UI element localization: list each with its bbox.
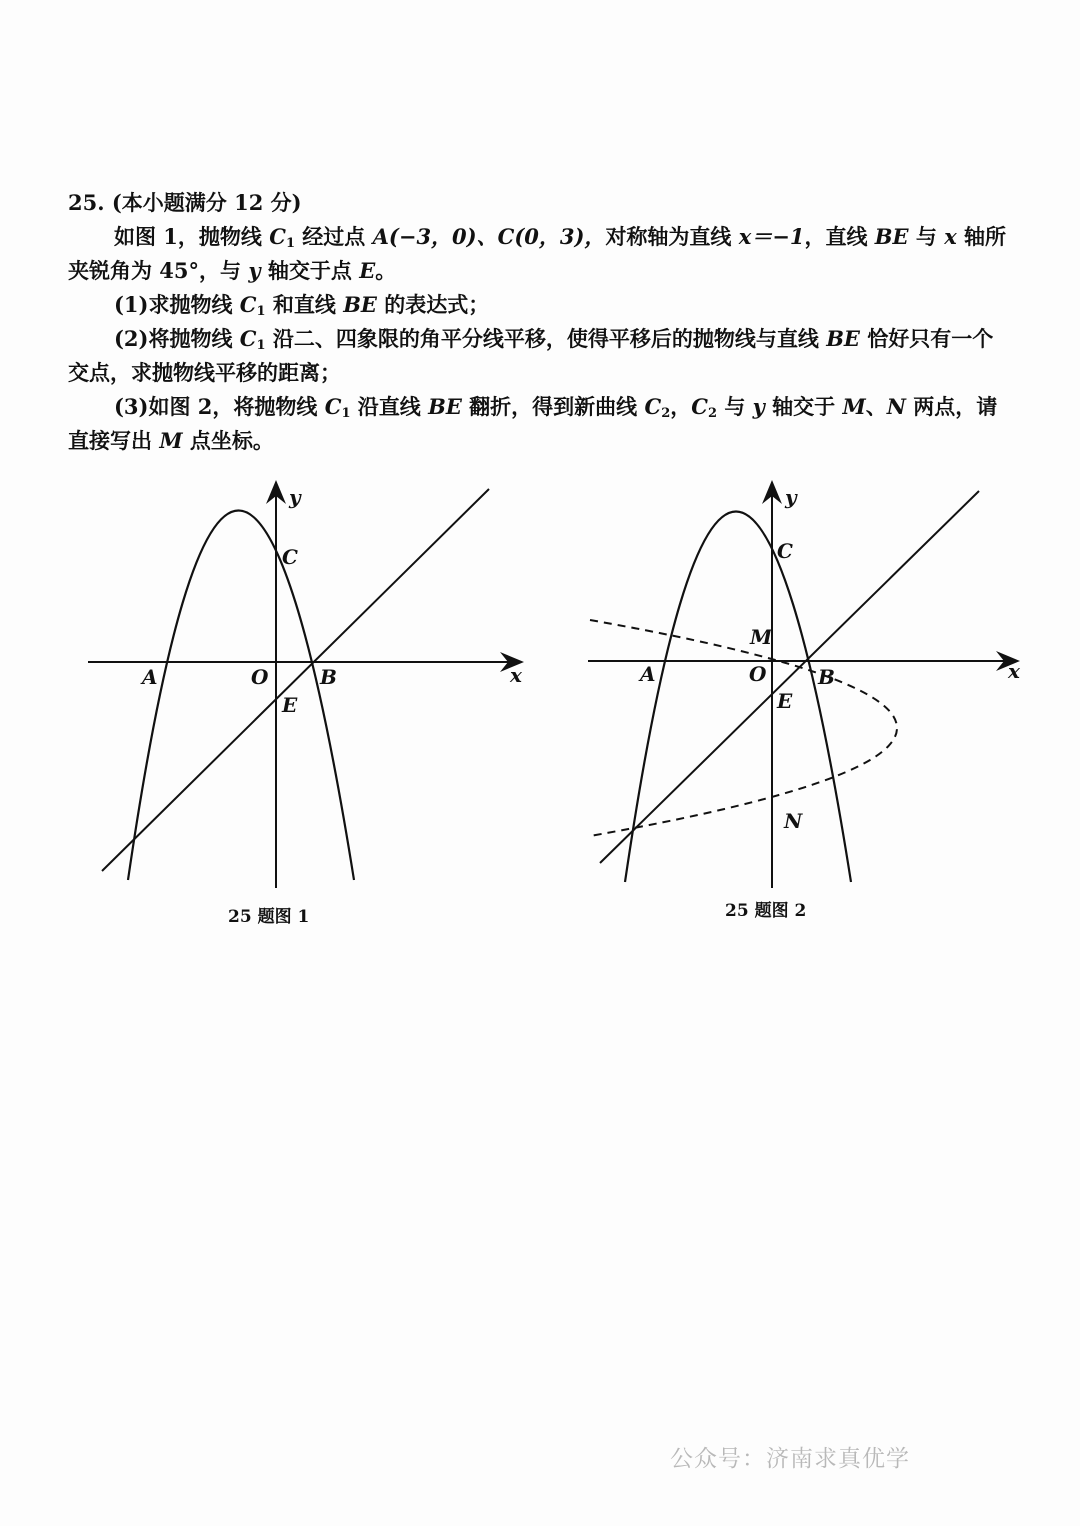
figure-1 xyxy=(80,478,530,898)
intro-text: 轴所夹锐角为 45°，与 xyxy=(68,224,1007,283)
x-symbol: x xyxy=(944,224,957,249)
intro-text: ，直线 xyxy=(804,224,875,249)
intro-text: 轴交于点 xyxy=(260,258,360,283)
label-y: y xyxy=(785,485,797,509)
label-o: O xyxy=(749,662,767,686)
problem-intro xyxy=(68,220,1008,288)
c2-subscript: 2 xyxy=(707,406,718,421)
q3-text: 、 xyxy=(865,394,887,419)
c1-subscript: 1 xyxy=(256,304,266,319)
y-symbol: y xyxy=(248,258,261,283)
label-b: B xyxy=(320,665,337,689)
q2-text: (2)将抛物线 xyxy=(114,326,240,351)
c2-symbol: C xyxy=(691,394,708,419)
c2-symbol: C xyxy=(644,394,662,419)
intro-text: 。 xyxy=(375,258,397,283)
label-c: C xyxy=(777,539,793,563)
line-be-text: BE xyxy=(874,224,909,249)
score-note: (本小题满分 12 分) xyxy=(111,190,302,215)
intro-text: 如图 1，抛物线 xyxy=(114,224,270,249)
label-e: E xyxy=(777,689,793,713)
q1-text: 和直线 xyxy=(265,292,344,317)
problem-header xyxy=(68,186,1008,220)
parabola-c1 xyxy=(625,512,851,883)
q1-text: 的表达式； xyxy=(376,292,490,317)
q3-text: ， xyxy=(670,394,692,419)
problem-number: 25. xyxy=(68,190,105,215)
q1-text: (1)求抛物线 xyxy=(114,292,240,317)
intro-text: 经过点 xyxy=(295,224,373,249)
q3-text: 翻折，得到新曲线 xyxy=(461,394,645,419)
q3-text: 轴交于 xyxy=(764,394,843,419)
axis-equation: x＝−1 xyxy=(738,224,805,249)
parabola-c1 xyxy=(128,511,354,881)
line-be-text: BE xyxy=(428,394,462,419)
c1-subscript: 1 xyxy=(256,338,266,353)
curve-c2 xyxy=(590,620,897,836)
c1-symbol: C xyxy=(324,394,342,419)
label-x: x xyxy=(510,663,522,687)
label-m: M xyxy=(750,625,773,649)
problem-text xyxy=(68,186,1008,458)
c1-subscript: 1 xyxy=(341,406,351,421)
figure-2-caption: 25 题图 2 xyxy=(725,901,807,921)
label-b: B xyxy=(818,665,835,689)
question-3 xyxy=(68,390,1008,458)
label-x: x xyxy=(1008,659,1020,683)
q2-text: 沿二、四象限的角平分线平移，使得平移后的抛物线与直线 xyxy=(265,326,827,351)
q3-text: (3)如图 2，将抛物线 xyxy=(114,394,325,419)
c1-symbol: C xyxy=(239,292,257,317)
label-a: A xyxy=(142,665,158,689)
line-be-text: BE xyxy=(343,292,377,317)
question-2 xyxy=(68,322,1008,390)
q3-text: 点坐标。 xyxy=(182,428,274,453)
watermark: 公众号：济南求真优学 xyxy=(670,1446,910,1472)
label-c: C xyxy=(282,545,298,569)
figure-1-diagram xyxy=(80,478,530,898)
label-a: A xyxy=(640,662,656,686)
label-y: y xyxy=(289,485,301,509)
intro-text: 与 xyxy=(908,224,945,249)
point-n-text: N xyxy=(886,394,906,419)
q3-text: 沿直线 xyxy=(350,394,429,419)
q3-text: 与 xyxy=(717,394,753,419)
c1-symbol: C xyxy=(239,326,257,351)
c2-subscript: 2 xyxy=(661,406,671,421)
point-m-text: M xyxy=(842,394,866,419)
point-e-text: E xyxy=(359,258,376,283)
q2-text: 恰好只有一个交点，求抛物线平移的距离； xyxy=(68,326,994,385)
question-1 xyxy=(68,288,1008,322)
point-c-text: C(0，3)， xyxy=(497,224,606,249)
intro-text: 对称轴为直线 xyxy=(605,224,739,249)
figure-2-diagram xyxy=(580,478,1030,898)
point-m-text: M xyxy=(159,428,183,453)
figure-1-caption: 25 题图 1 xyxy=(228,907,310,927)
label-n: N xyxy=(784,809,803,833)
y-symbol: y xyxy=(752,394,765,419)
c1-subscript: 1 xyxy=(285,236,295,251)
q3-text: 两点，请直接写出 xyxy=(68,394,998,453)
figure-2 xyxy=(580,478,1030,898)
label-e: E xyxy=(282,693,298,717)
line-be-text: BE xyxy=(826,326,860,351)
label-o: O xyxy=(251,665,269,689)
c1-symbol: C xyxy=(269,224,286,249)
point-a-text: A(−3，0)、 xyxy=(372,224,498,249)
